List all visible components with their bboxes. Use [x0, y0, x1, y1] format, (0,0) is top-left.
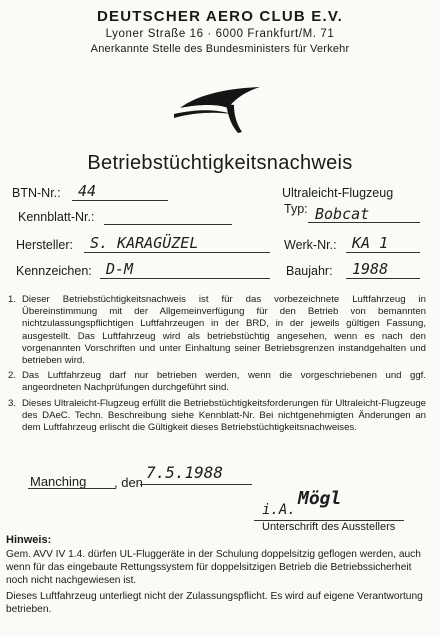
baujahr-value: 1988	[352, 260, 389, 278]
document-title: Betriebstüchtigkeitsnachweis	[87, 152, 353, 174]
baujahr-line	[346, 278, 420, 279]
den-label: , den	[114, 475, 143, 490]
clause-text: Dieser Betriebstüchtigkeitsnachweis ist für das vorbezeichnete Luftfahrzeug in Übereinstimmung mit der Allgemeinverfügung für den Betrieb von bemannten nichtzulassungspflichtigen Luftfahrzeugen in der BRD, in der jeweils gültigen Fassung, ausgestellt. Das Luftfahrzeug wird als betriebstüchtig angesehen, wenn es nach den vorgenannten Vorschriften und unter Einhaltung seiner Betriebsgrenzen instandgehalten und betrieben wird.	[22, 294, 426, 367]
clause-3	[8, 398, 426, 435]
daec-logo-icon	[168, 78, 268, 138]
hersteller-label: Hersteller:	[16, 238, 73, 252]
issue-place: Manching	[30, 474, 87, 489]
kennzeichen-value: D-M	[106, 260, 134, 278]
signature-prefix: i.A.	[262, 502, 296, 518]
btn-line	[72, 200, 168, 201]
werk-label: Werk-Nr.:	[284, 238, 337, 252]
werk-value: KA 1	[352, 234, 389, 252]
typ-label: Typ:	[284, 202, 308, 216]
clause-1	[8, 294, 426, 367]
org-address: Lyoner Straße 16 · 6000 Frankfurt/M. 71	[105, 28, 335, 40]
clause-text: Das Luftfahrzeug darf nur betrieben werden, wenn die vorgeschriebenen und ggf. angeordneten Nachprüfungen durchgeführt sind.	[22, 370, 426, 394]
note-heading: Hinweis:	[6, 534, 52, 546]
btn-value: 44	[78, 182, 97, 200]
hersteller-line	[84, 252, 270, 253]
clause-number: 3.	[8, 398, 17, 409]
clause-number: 2.	[8, 370, 17, 381]
kennzeichen-label: Kennzeichen:	[16, 264, 92, 278]
note-training: Gem. AVV IV 1.4. dürfen UL-Fluggeräte in der Schulung doppelsitzig geflogen werden, auch wenn für das eingebaute Rettungssystem für doppelsitzigen Betrieb die Betriebssicherheit noch nicht nachgewiesen ist.	[6, 549, 421, 586]
kennblatt-label: Kennblatt-Nr.:	[18, 210, 95, 224]
place-line	[28, 488, 116, 489]
note-liability: Dieses Luftfahrzeug unterliegt nicht der Zulassungspflicht. Es wird auf eigene Verantwortung betrieben.	[6, 591, 423, 615]
signature-caption: Unterschrift des Ausstellers	[262, 521, 396, 533]
date-line	[140, 484, 252, 485]
werk-line	[346, 252, 420, 253]
btn-label: BTN-Nr.:	[12, 186, 61, 200]
clause-text: Dieses Ultraleicht-Flugzeug erfüllt die Betriebstüchtigkeitsforderungen für Ultraleicht-Flugzeuge des DAeC. Techn. Beschreibung siehe Kennblatt-Nr. Bei nichtgenehmigten Änderungen an dem Luftfahrzeug erlischt die Gültigkeit dieses Betriebstüchtigkeitsnachweises.	[22, 398, 426, 434]
kennzeichen-line	[100, 278, 270, 279]
category-label: Ultraleicht-Flugzeug	[282, 186, 394, 200]
clause-number: 1.	[8, 294, 17, 305]
hersteller-value: S. KARAGÜZEL	[90, 234, 199, 252]
kennblatt-line	[104, 224, 232, 225]
baujahr-label: Baujahr:	[286, 264, 333, 278]
issue-date: 7.5.1988	[146, 463, 224, 482]
typ-line	[308, 222, 420, 223]
org-name: DEUTSCHER AERO CLUB E.V.	[96, 8, 344, 25]
clause-2	[8, 370, 426, 394]
org-authority: Anerkannte Stelle des Bundesministers für Verkehr	[90, 43, 350, 55]
typ-value: Bobcat	[315, 205, 370, 223]
signature-name: Mögl	[298, 488, 342, 509]
